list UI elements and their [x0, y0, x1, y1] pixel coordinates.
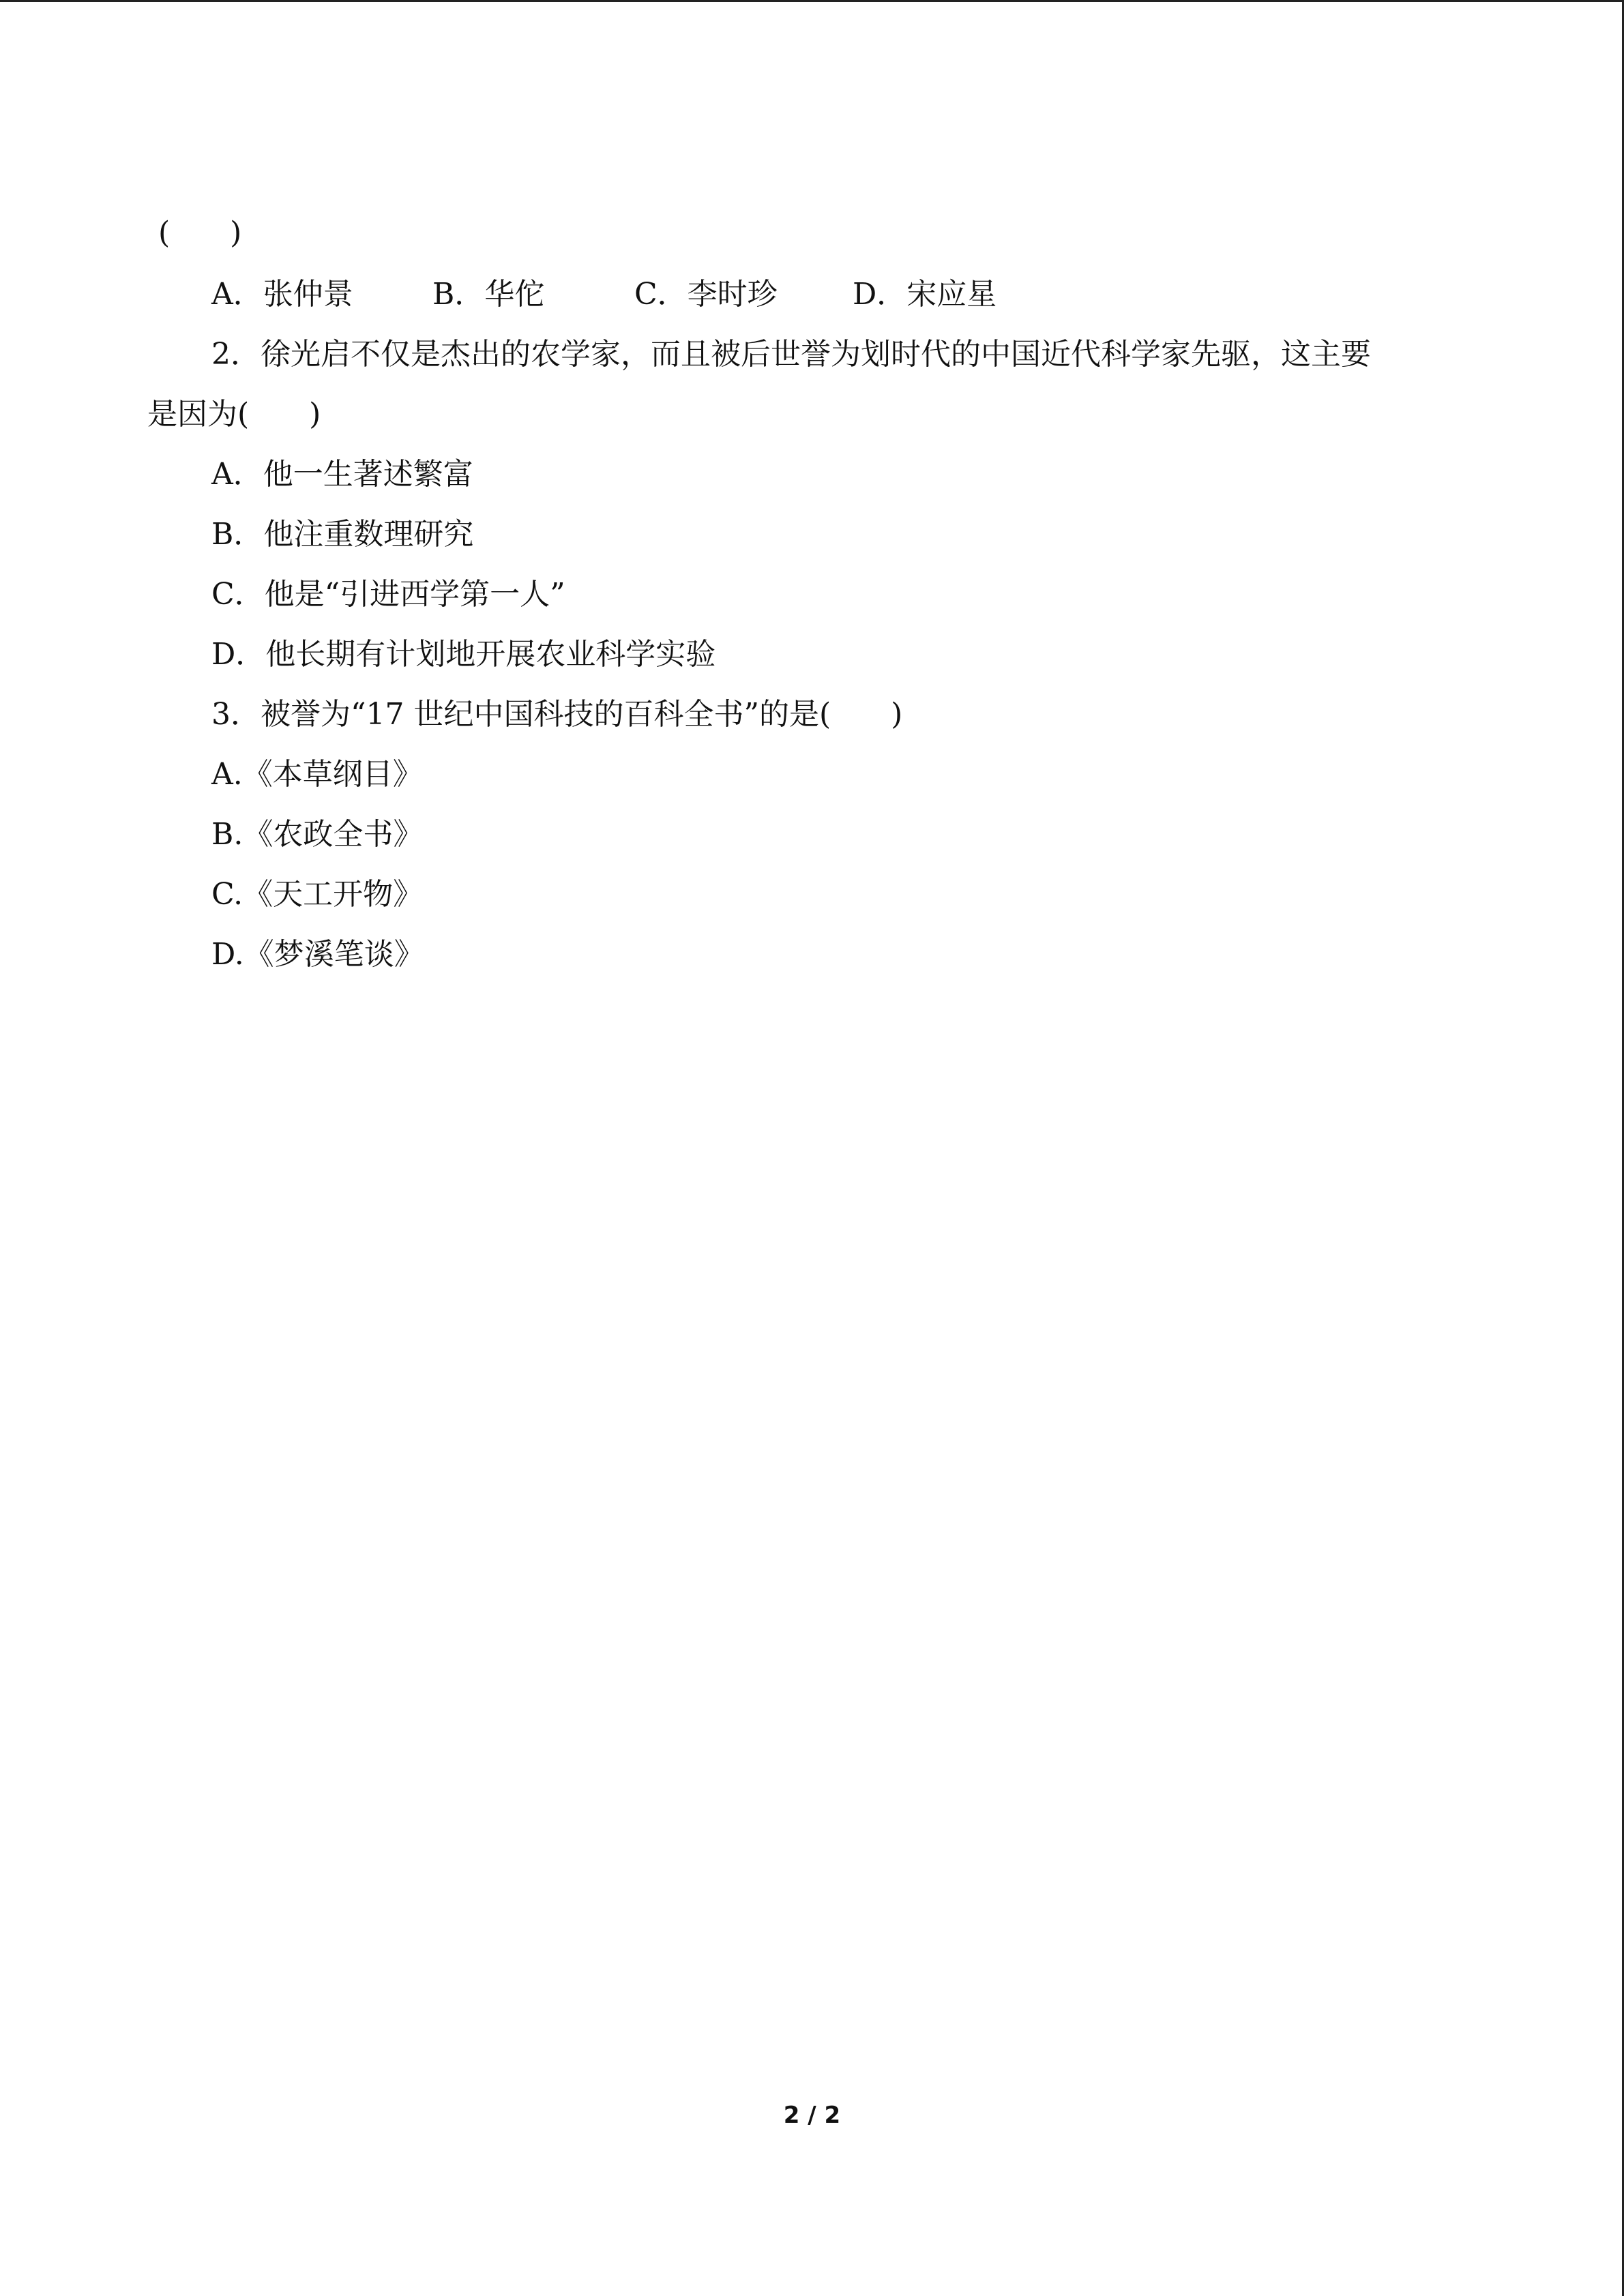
q3-option-b: B.《农政全书》	[211, 817, 424, 852]
page-number: 2 / 2	[783, 2102, 841, 2129]
q1-option-c: C．李时珍	[634, 277, 778, 312]
q1-answer-bracket: ( )	[158, 215, 242, 250]
q3-option-a: A.《本草纲目》	[211, 757, 423, 792]
q3-option-c: C.《天工开物》	[211, 877, 424, 912]
q2-stem-line2: 是因为( )	[147, 397, 321, 432]
page-border-top	[0, 0, 1624, 2]
q2-option-a: A．他一生著述繁富	[211, 457, 473, 492]
q3-stem: 3．被誉为“17 世纪中国科技的百科全书”的是( )	[211, 697, 903, 732]
q2-option-d: D．他长期有计划地开展农业科学实验	[211, 637, 716, 672]
q1-option-d: D．宋应星	[853, 277, 997, 312]
q2-option-c: C．他是“引进西学第一人”	[211, 577, 565, 612]
q1-option-a: A．张仲景	[211, 277, 353, 312]
q3-option-d: D.《梦溪笔谈》	[211, 937, 424, 972]
q2-option-b: B．他注重数理研究	[211, 517, 474, 552]
q1-option-b: B．华佗	[432, 277, 545, 312]
q2-stem-line1: 2．徐光启不仅是杰出的农学家，而且被后世誉为划时代的中国近代科学家先驱，这主要	[211, 337, 1371, 372]
